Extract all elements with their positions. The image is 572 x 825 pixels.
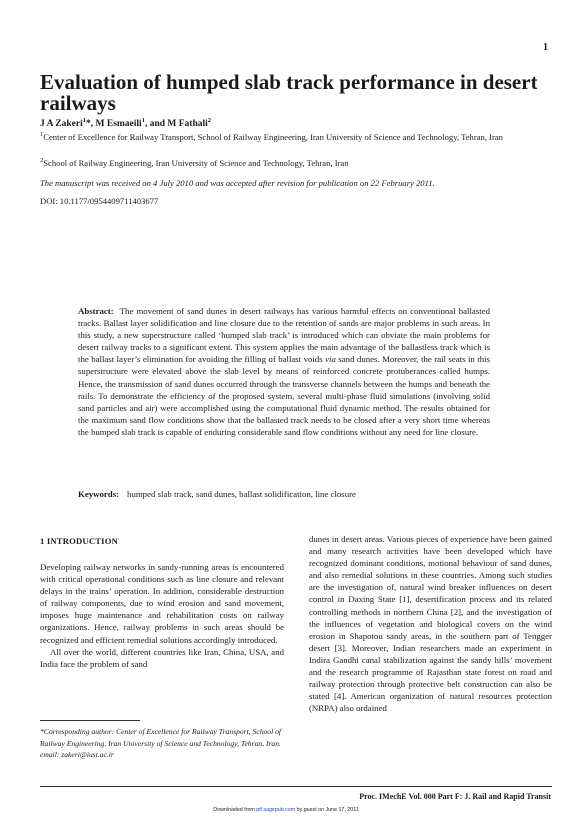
- journal-citation: Proc. IMechE Vol. 000 Part F: J. Rail and Rapid Transit: [359, 792, 551, 801]
- author-separator: , and: [144, 119, 168, 129]
- affiliation-marker: 2: [207, 116, 212, 124]
- footnote: [40, 726, 285, 761]
- section-heading-introduction: 1 INTRODUCTION: [40, 536, 119, 546]
- author-name: M Fathali: [167, 119, 208, 129]
- abstract-text-cont: sand dunes. Moreover, the rail seats in this superstructure were elevated above the slab level by means of reinforced concrete protuberances called humps. Hence, the transmission of sand dunes occurred through the transverse channels between the humps and beneath the rails. To demonstrate the efficiency of the proposed system, several multi-phase fluid simulations (involving solid sand particles and air) were accomplished using the computational fluid dynamic method. The results obtained for the maximum sand flow conditions show that the ballasted track needs to be closed after a very short time whereas the humped slab track is capable of enduring considerable sand flow conditions without any need for line closure.: [78, 354, 490, 437]
- affiliation-1: [40, 131, 540, 143]
- corresponding-author-note: *Corresponding author: Center of Excellence for Railway Transport, School of Railway Engineering, Iran University of Science and Technology, Tehran, Iran.: [40, 727, 282, 748]
- footnote-divider: [40, 720, 140, 721]
- affiliation-text: School of Railway Engineering, Iran University of Science and Technology, Tehran, Iran: [43, 158, 349, 168]
- keywords: [78, 489, 498, 499]
- manuscript-dates: The manuscript was received on 4 July 2010 and was accepted after revision for publication on 22 February 2011.: [40, 178, 435, 188]
- body-column-left: [40, 561, 284, 670]
- abstract-italic-via: via: [325, 354, 336, 365]
- author-name: M Esmaeili: [95, 119, 142, 129]
- affiliation-marker: 1: [141, 116, 145, 124]
- footer-divider: [40, 786, 552, 787]
- page-number: 1: [543, 42, 548, 53]
- abstract-label: Abstract:: [78, 306, 114, 316]
- paragraph: dunes in desert areas. Various pieces of experience have been gained and many research activities have been developed which have recognized dominant conditions, motional behaviour of sand dunes, and also remedial solutions in these countries. Among such studies are the investigation of, natural wind breaker influences on desert control in Daxing State [1], desertification process and its related controlling methods in northern China [2], and the investigation of the influences of vegetation and biological covers on the wind erosion in Shapotou sandy areas, in the southern part of Tengger desert [3]. Moreover, Indian researchers made an experiment in Indira Gandhi canal stabilization against the sandy hills’ movement and the research programme of Rajasthan state forest on road and railway protection through protective belt construction can also be stated [4]. American organization of natural resources protection (NRPA) also ordained: [309, 534, 552, 714]
- corresponding-marker: *: [86, 119, 91, 129]
- keywords-text: humped slab track, sand dunes, ballast solidification, line closure: [127, 489, 356, 499]
- paragraph: Developing railway networks in sandy-running areas is encountered with critical operational conditions such as line closure and relevant delays in the trains’ operation. In addition, considerable destruction of railway components, due to wind erosion and sand movement, imposes huge maintenance and rehabilitation costs on railway organizations. Hence, railway problems in such areas should be recognized and efficient remedial solutions accordingly introduced.: [40, 562, 284, 645]
- download-prefix: Downloaded from: [213, 807, 255, 813]
- paper-title: Evaluation of humped slab track performance in desert railways: [40, 70, 538, 115]
- author-name: J A Zakeri: [40, 119, 83, 129]
- affiliation-text: Center of Excellence for Railway Transport, School of Railway Engineering, Iran University of Science and Technology, Tehran, Iran: [43, 132, 503, 142]
- keywords-label: Keywords:: [78, 489, 120, 499]
- author-separator: ,: [90, 119, 96, 129]
- paragraph: All over the world, different countries like Iran, China, USA, and India face the problem of sand: [40, 646, 284, 669]
- download-host-link[interactable]: pif.sagepub.com: [256, 807, 296, 813]
- download-notice: [0, 807, 572, 813]
- affiliation-number: 2: [40, 157, 44, 165]
- abstract-text: The movement of sand dunes in desert railways has various harmful effects on conventional ballasted tracks. Ballast layer solidification and line closure due to the retention of sands are major problems in such areas. In this study, a new superstructure called ‘humped slab track’ is introduced which can obviate the main problems for desert railway tracks to a significant extent. This system applies the main advantage of the ballastless track which is the ballast layer’s elimination for avoiding the filling of ballast voids: [78, 306, 490, 365]
- doi-link[interactable]: DOI: 10.1177/0954409711403677: [40, 196, 159, 206]
- affiliation-2: [40, 157, 540, 169]
- body-column-right: [309, 533, 552, 714]
- abstract: [78, 305, 490, 438]
- author-list: [40, 116, 212, 129]
- author-email[interactable]: email: zakeri@iust.ac.ir: [40, 750, 114, 759]
- affiliation-marker: 1: [82, 116, 87, 124]
- affiliation-number: 1: [40, 131, 44, 139]
- download-suffix: by guest on June 17, 2011: [296, 807, 359, 813]
